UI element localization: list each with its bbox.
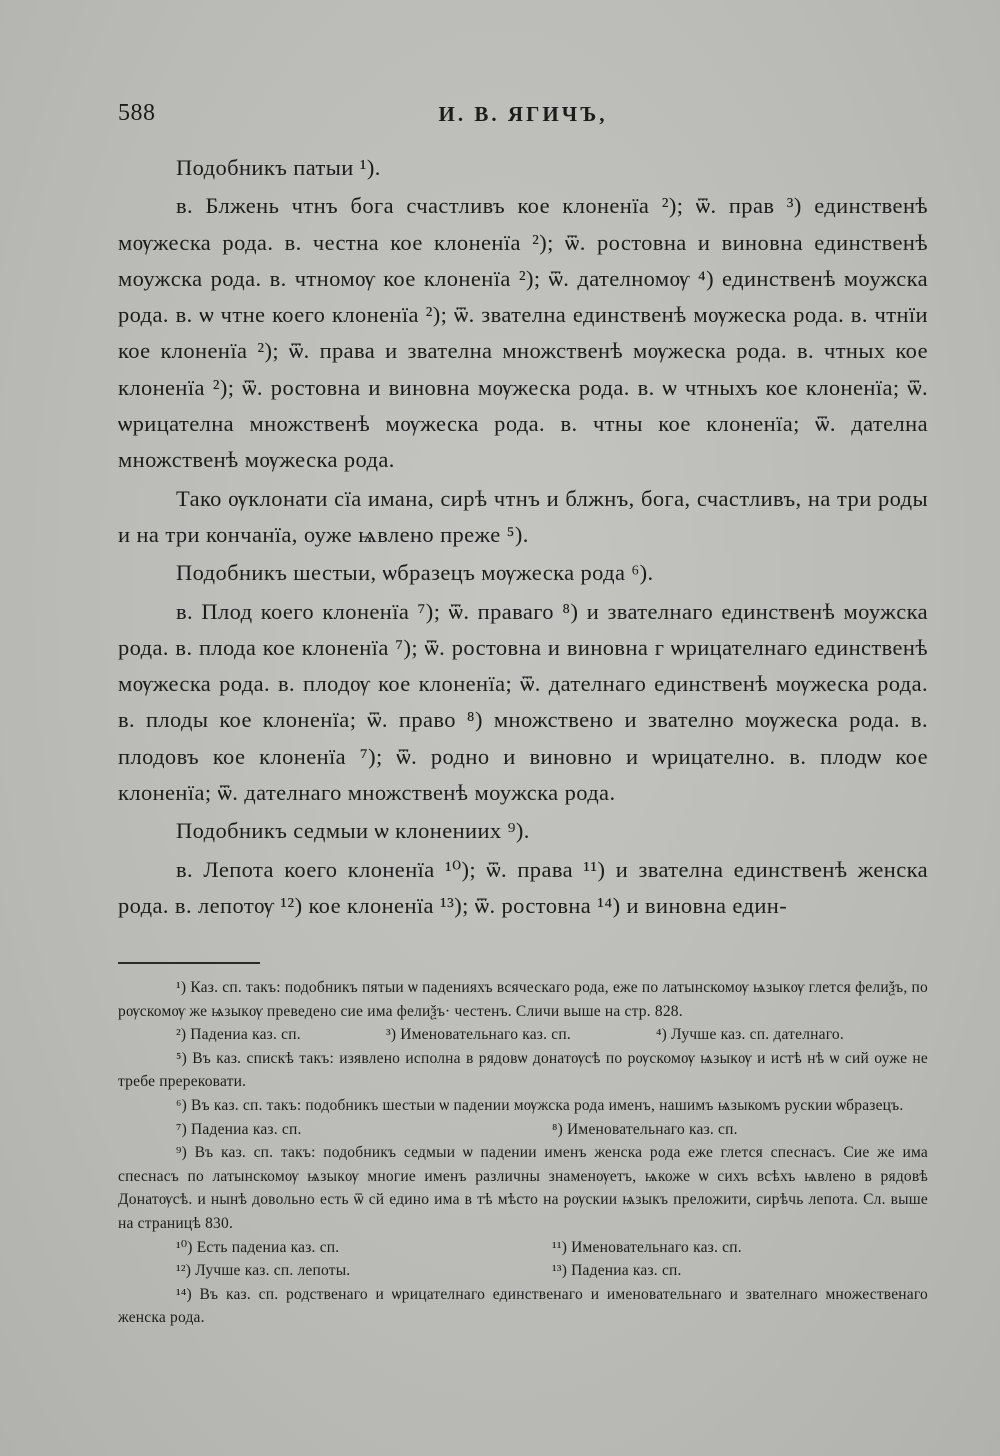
paragraph: в. Блжень чтнъ бога счастливъ кое клоненїа ²); ѿ. прав ³) единственѣ мѹжеска рода. в. честна кое клоненїа ²); ѿ. ростовнa и виновна единственѣ моужcка рода. в. чтномѹ кое клоненїа ²); ѿ. дателномѹ ⁴) единственѣ моужска рода. в. ѡ чтне коего клоненїа ²); ѿ. звателна единственѣ мѹжеска рода. в. чтнїи кое клоненїа ²); ѿ. права и звателна множственѣ мѹжеска рода. в. чтных кое клоненїа ²); ѿ. ростовнa и виновна мѹжеска рода. в. ѡ чтныхъ кое клоненїа; ѿ. ѡрицателна множственѣ мѹжеска рода. в. чтны кое клоненїа; ѿ. дателна множственѣ мѹжеска рода. — [118, 193, 928, 473]
footnote: ¹⁰) Есть падениа каз. сп. — [176, 1238, 340, 1256]
paragraph: в. Лепота коего клоненїа ¹⁰); ѿ. права ¹¹) и звателна единственѣ женска рода. в. лепотѹ ¹²) кое клоненїа ¹³); ѿ. ростовнa ¹⁴) и виновна един- — [118, 856, 928, 918]
footnotes — [118, 976, 928, 1330]
paragraph: Подобникъ шестыи, ѡбразецъ мѹжеска рода ⁶). — [176, 560, 654, 586]
paragraph: Тако ѹклонати сїа имана, сирѣ чтнъ и блжнъ, бога, счастливъ, на три роды и на три кончанїа, оуже ѩвлено преже ⁵). — [118, 485, 928, 547]
page-header — [118, 100, 928, 134]
footnote: ¹³) Падениа каз. сп. — [552, 1262, 682, 1280]
paragraph: Подобникъ патыи ¹). — [176, 155, 381, 180]
footnote-row — [118, 1023, 928, 1047]
footnote: ⁹) Въ каз. сп. такъ: подобникъ седмыи ѡ падении именъ женска рода еже глется спеснасъ. Сие же има спеснасъ по латынскомѹ ѩзыкѹ многие именъ различны знаменѹетъ, ѩкоже ѡ сихъ всѣхъ ѩвлено в рядовѣ Донатѹсѣ. и нынѣ довольно есть ѿ сй едино има в тѣ мѣсто на рѹскии ѩзыкъ преложити, сирѣчь лепота. Сл. выше на страницѣ 830. — [118, 1144, 928, 1232]
main-text — [118, 150, 928, 924]
footnote: ⁸) Именовательнаго каз. сп. — [552, 1120, 738, 1138]
footnote: ¹¹) Именовательнаго каз. сп. — [552, 1238, 742, 1256]
footnote-row — [118, 1118, 928, 1142]
footnote: ¹) Каз. сп. такъ: подобникъ пятыи ѡ паденияхъ всяческаго рода, еже по латынскомѹ ѩзыкѹ глется фелиѯъ, по рѹскомѹ же ѩзыкѹ преведено сие има фелиѯъ· честенъ. Сличи выше на стр. 828. — [118, 979, 928, 1020]
footnote-row — [118, 1236, 928, 1260]
running-head: И. В. ЯГИЧЪ, — [438, 102, 608, 126]
footnote: ⁶) Въ каз. сп. такъ: подобникъ шестыи ѡ падении мѹжска рода именъ, нашимъ ѩзыкомъ рускии ѡбразецъ. — [176, 1096, 904, 1114]
footnote-row — [118, 1259, 928, 1283]
page-number: 588 — [118, 100, 156, 126]
footnote: ¹²) Лучше каз. сп. лепоты. — [176, 1262, 351, 1280]
footnote: ¹⁴) Въ каз. сп. родственаго и ѡрицателнаго единственаго и именовательнаго и звателнаго множественаго женска рода. — [118, 1285, 928, 1327]
footnote: ⁴) Лучше каз. сп. дателнаго. — [656, 1026, 844, 1044]
paragraph: в. Плод коего клоненїа ⁷); ѿ. праваго ⁸) и звателнаго единственѣ моужcка рода. в. плода кое клоненїа ⁷); ѿ. ростовнa и виновна г ѡрицателнаго единственѣ мѹжеска рода. в. плодѹ кое клоненїа; ѿ. дателнаго единственѣ мѹжеска рода. в. плоды кое клоненїа; ѿ. право ⁸) множствено и звателно мѹжеска рода. в. плодовъ кое клоненїа ⁷); ѿ. родно и виновно и ѡрицателно. в. плодѡ кое клоненїа; ѿ. дателнаго множственѣ моужска рода. — [118, 598, 928, 806]
footnote: ²) Падениа каз. сп. — [176, 1026, 301, 1044]
footnote: ⁷) Падениа каз. сп. — [176, 1120, 302, 1138]
footnote: ⁵) Въ каз. спискѣ такъ: изявлено исполна в рядовѡ донатѹсѣ по рѹскомѹ ѩзыкѹ и истѣ нѣ ѡ сий оуже не требе пререковати. — [118, 1049, 928, 1091]
paragraph: Подобникъ седмыи ѡ клонениих ⁹). — [176, 818, 530, 844]
footnote: ³) Именовательнаго каз. сп. — [386, 1026, 571, 1044]
footnote-divider — [118, 962, 260, 964]
